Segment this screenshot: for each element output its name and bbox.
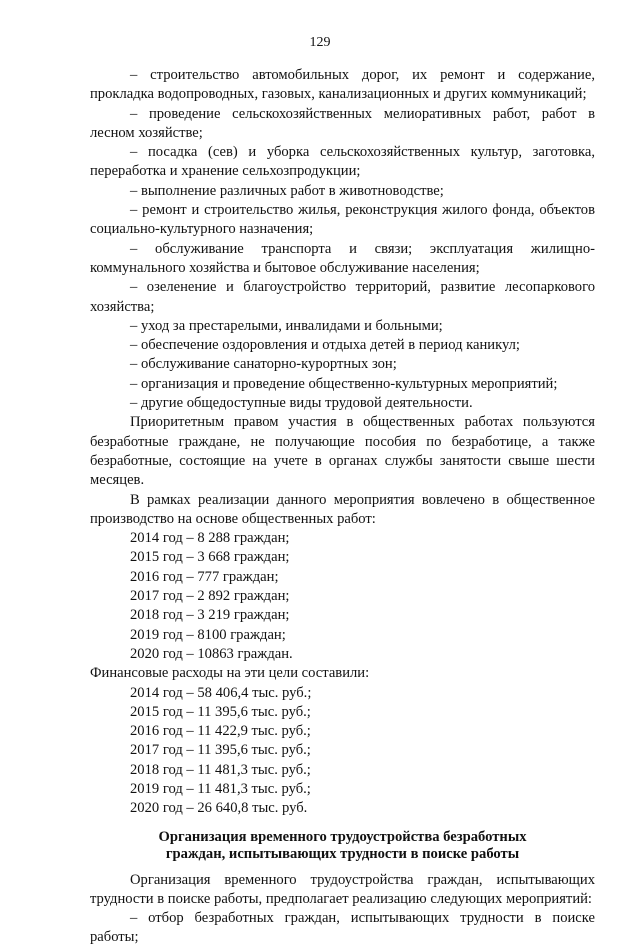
list-item: 2016 год – 777 граждан;	[130, 568, 279, 585]
list-item: 2018 год – 11 481,3 тыс. руб.;	[130, 761, 311, 778]
list-item: – озеленение и благоустройство территорий, развитие лесопаркового хозяйства;	[90, 279, 595, 315]
list-item: 2014 год – 58 406,4 тыс. руб.;	[130, 684, 312, 701]
involved-paragraph: В рамках реализации данного мероприятия вовлечено в общественное производство на основе общественных работ:	[90, 491, 595, 527]
list-item: – посадка (сев) и уборка сельскохозяйственных культур, заготовка, переработка и хранение сельхозпродукции;	[90, 144, 595, 180]
finance-by-year-list	[90, 684, 595, 819]
list-item: 2015 год – 11 395,6 тыс. руб.;	[130, 703, 311, 720]
list-item: 2018 год – 3 219 граждан;	[130, 607, 290, 624]
list-item: – уход за престарелыми, инвалидами и больными;	[130, 317, 443, 334]
finance-intro: Финансовые расходы на эти цели составили:	[90, 665, 370, 682]
work-types-list	[90, 66, 595, 413]
list-item: – ремонт и строительство жилья, реконструкция жилого фонда, объектов социально-культурного назначения;	[90, 202, 595, 238]
section-heading-line-2: граждан, испытывающих трудности в поиске работы	[165, 845, 520, 862]
document-body	[90, 66, 595, 948]
section-heading-line-1: Организация временного трудоустройства безработных	[158, 828, 527, 845]
list-item: – проведение сельскохозяйственных мелиоративных работ, работ в лесном хозяйстве;	[90, 105, 595, 141]
priority-paragraph: Приоритетным правом участия в общественных работах пользуются безработные граждане, не получающие пособия по безработице, а также безработные, состоящие на учете в органах службы занятости свыше шести месяцев.	[90, 414, 595, 489]
list-item: – отбор безработных граждан, испытывающих трудности в поиске работы;	[90, 910, 595, 946]
list-item: – строительство автомобильных дорог, их ремонт и содержание, прокладка водопроводных, газовых, канализационных и других коммуникаций;	[90, 67, 595, 103]
section-heading	[90, 829, 595, 863]
organization-paragraph: Организация временного трудоустройства граждан, испытывающих трудности в поиске работы, предполагает реализацию следующих мероприятий:	[90, 871, 595, 907]
list-item: 2017 год – 2 892 граждан;	[130, 588, 290, 605]
list-item: – обеспечение оздоровления и отдыха детей в период каникул;	[130, 337, 520, 354]
citizens-by-year-list	[90, 529, 595, 664]
list-item: 2020 год – 10863 граждан.	[130, 645, 293, 662]
page-number: 129	[309, 35, 331, 50]
list-item: – обслуживание санаторно-курортных зон;	[130, 356, 397, 373]
list-item: 2017 год – 11 395,6 тыс. руб.;	[130, 742, 311, 759]
list-item: 2014 год – 8 288 граждан;	[130, 530, 290, 547]
list-item: – обслуживание транспорта и связи; эксплуатация жилищно-коммунального хозяйства и бытовое обслуживание населения;	[90, 240, 595, 276]
list-item: 2019 год – 11 481,3 тыс. руб.;	[130, 780, 311, 797]
list-item: – организация и проведение общественно-культурных мероприятий;	[130, 375, 558, 392]
list-item: – другие общедоступные виды трудовой деятельности.	[130, 395, 473, 412]
list-item: 2015 год – 3 668 граждан;	[130, 549, 290, 566]
list-item: – выполнение различных работ в животноводстве;	[130, 182, 444, 199]
list-item: 2019 год – 8100 граждан;	[130, 626, 286, 643]
list-item: 2020 год – 26 640,8 тыс. руб.	[130, 800, 308, 817]
list-item: 2016 год – 11 422,9 тыс. руб.;	[130, 723, 311, 740]
